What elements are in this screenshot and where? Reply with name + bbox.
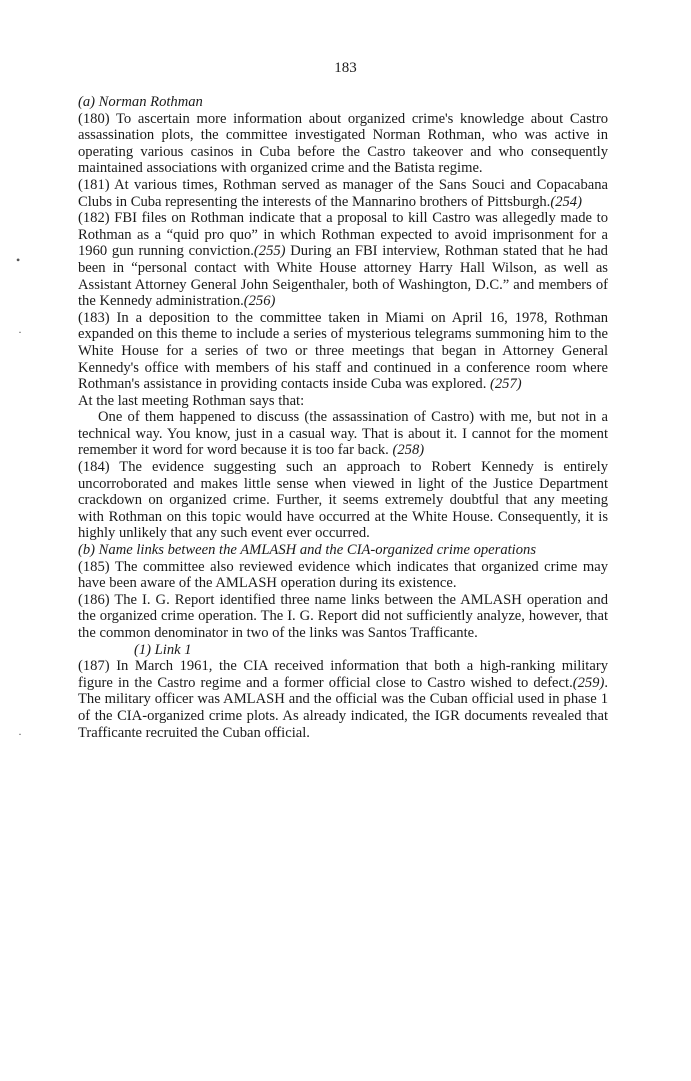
paragraph-182-text-a: (182) FBI files on Rothman indicate that a proposal to kill Castro was allegedly made to Rothman as a “quid pro quo” in which Rothman expected to avoid imprisonment for a 1960 gun running conviction. [78,210,608,260]
block-quote [78,409,608,459]
block-quote-text: One of them happened to discuss (the assassination of Castro) with me, but not in a technical way. You know, just in a casual way. That is about it. I cannot for the moment remember it word for word because it is too far back. [78,409,608,459]
section-heading-a: (a) Norman Rothman [78,94,203,110]
lead-in: At the last meeting Rothman says that: [78,392,305,409]
document-body [78,94,608,741]
paragraph-187-text-a: (187) In March 1961, the CIA received information that both a high-ranking military figure in the Castro regime and a former official close to Castro wished to defect. [78,658,608,691]
footnote-ref: (257) [490,376,522,393]
paragraph-180: (180) To ascertain more information about organized crime's knowledge about Castro assassination plots, the committee investigated Norman Rothman, who was active in operating various casinos in Cuba before the Castro takeover and who consequently maintained associations with organized crime and the Batista regime. [78,110,608,177]
footnote-ref: (254) [550,193,582,210]
margin-mark: · [18,325,22,339]
paragraph-181-text: (181) At various times, Rothman served as manager of the Sans Souci and Copacabana Clubs in Cuba representing the interests of the Mannarino brothers of Pittsburgh. [78,176,608,210]
subheading-link-1: (1) Link 1 [134,641,192,658]
page-number: 183 [334,60,357,76]
footnote-ref: (255) [253,243,286,260]
paragraph-183 [78,310,608,393]
paragraph-187 [78,658,608,741]
footnote-ref: (259) [572,674,605,691]
paragraph-187-text-b: . The military officer was AMLASH and the official was the Cuban official used in phase 1 of the CIA-organized crime plots. As already indicated, the IGR documents revealed that Trafficante recruited the Cuban official. [78,674,608,741]
paragraph-182-text-b: During an FBI interview, Rothman stated that he had been in “personal contact with White House attorney Harry Hall Wilson, as well as Assistant Attorney General John Seigenthaler, both of Washington, D.C.” and members of the Kennedy administration. [78,243,608,310]
paragraph-185: (185) The committee also reviewed evidence which indicates that organized crime may have been aware of the AMLASH operation during its existence. [78,558,608,592]
footnote-ref: (258) [392,442,425,459]
footnote-ref: (256) [243,293,276,310]
paragraph-184: (184) The evidence suggesting such an approach to Robert Kennedy is entirely uncorroborated and makes little sense when viewed in light of the Justice Department crackdown on organized crime. Further, it seems extremely doubtful that any meeting with Rothman on this topic would have occurred at the White House. Consequently, it is highly unlikely that any such event ever occurred. [78,459,608,542]
paragraph-183-text: (183) In a deposition to the committee taken in Miami on April 16, 1978, Rothman expanded on this theme to include a series of mysterious telegrams summoning him to the White House for a series of two or three meetings that began in Attorney General Kennedy's office with members of his staff and continued in a conference room where Rothman's assistance in providing contacts inside Cuba was explored. [78,309,608,393]
margin-mark: · [18,727,22,741]
paragraph-186: (186) The I. G. Report identified three name links between the AMLASH operation and the organized crime operation. The I. G. Report did not sufficiently analyze, however, that the common denominator in two of the links was Santos Trafficante. [78,591,608,641]
paragraph-181 [78,177,608,210]
section-heading-b: (b) Name links between the AMLASH and the CIA-organized crime operations [78,542,537,559]
paragraph-182 [78,210,608,310]
margin-mark: • [16,253,21,267]
